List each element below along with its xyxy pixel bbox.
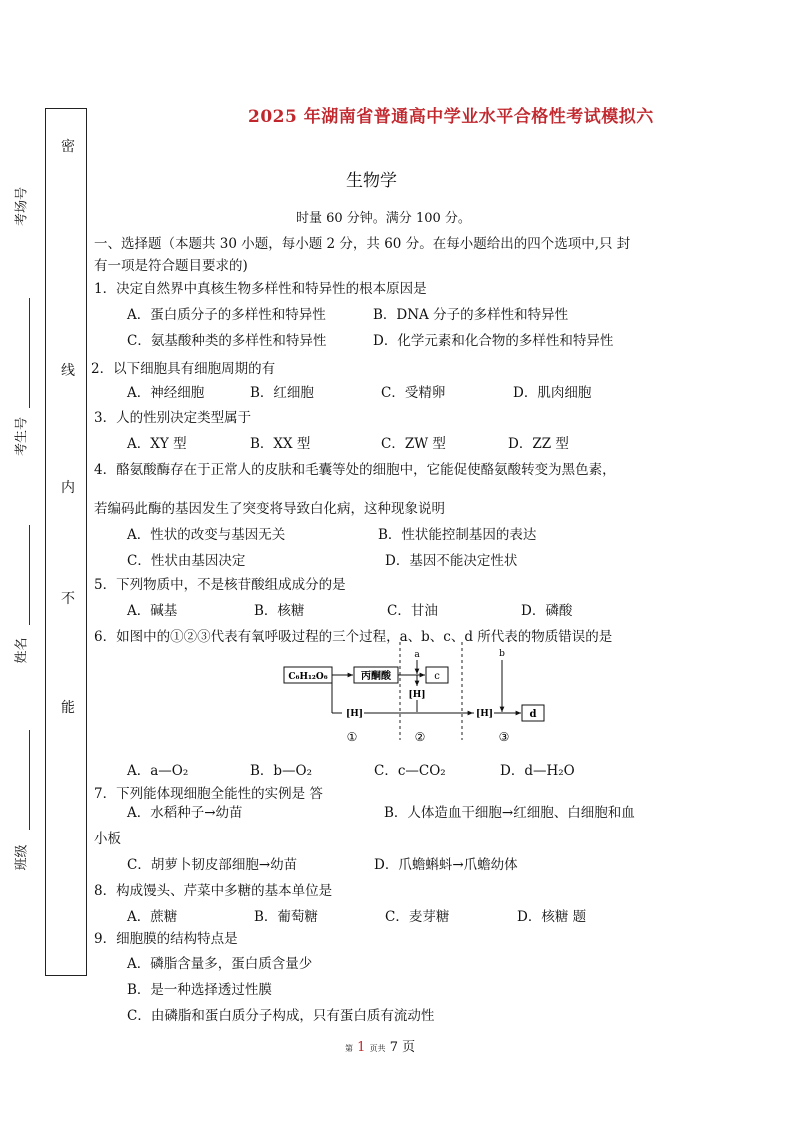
q8-option-c: C．麦芽糖 [385,909,450,925]
footer-suffix: 页 [402,1040,416,1055]
stage1-label: ① [346,730,358,744]
q2-option-c: C．受精卵 [381,385,446,401]
q6-stem: 6．如图中的①②③代表有氧呼吸过程的三个过程，a、b、c、d 所代表的物质错误的是 [94,629,613,645]
q3-option-c: C．ZW 型 [381,436,446,452]
seal-char-neng: 能 [61,700,75,716]
d-label: d [529,709,537,720]
q4-stem-line1: 4．酪氨酸酶存在于正常人的皮肤和毛囊等处的细胞中，它能促使酪氨酸转变为黑色素， [94,462,616,478]
time-limit: 时量 60 分钟。满分 100 分。 [296,211,471,226]
q6-option-a: A．a—O₂ [127,763,189,779]
section-heading-line1: 一、选择题（本题共 30 小题，每小题 2 分，共 60 分。在每小题给出的四个选项中,只 封 [94,236,631,252]
q2-option-d: D．肌肉细胞 [513,385,592,401]
footer-mid: 页共 [369,1044,386,1053]
q8-stem: 8．构成馒头、芹菜中多糖的基本单位是 [94,883,333,899]
q9-option-a: A．磷脂含量多，蛋白质含量少 [127,956,313,972]
q5-option-a: A．碱基 [127,603,178,619]
q9-stem: 9．细胞膜的结构特点是 [94,931,238,947]
q1-option-d: D．化学元素和化合物的多样性和特异性 [373,333,614,349]
q8-option-a: A．蔗糖 [127,909,178,925]
seal-box [45,108,87,976]
q4-option-a: A．性状的改变与基因无关 [127,527,286,543]
exam-title: 2025 年湖南省普通高中学业水平合格性考试模拟六 [248,107,654,127]
q6-option-b: B．b—O₂ [250,763,313,779]
student-id-label: 考生号 [14,417,30,457]
name-label: 姓名 [14,637,30,664]
q4-stem-line2: 若编码此酶的基因发生了突变将导致白化病，这种现象说明 [94,501,445,517]
q3-option-a: A．XY 型 [127,436,187,452]
student-id-line [29,525,30,625]
subject-title: 生物学 [346,171,397,191]
h2-label: [H] [408,690,426,700]
b-label: b [499,649,505,659]
q7-stem: 7．下列能体现细胞全能性的实例是 答 [94,786,323,802]
q7-option-d: D．爪蟾蝌蚪→爪蟾幼体 [374,857,518,873]
q2-option-b: B．红细胞 [250,385,314,401]
q1-option-c: C．氨基酸种类的多样性和特异性 [127,333,327,349]
q7-option-c: C．胡萝卜韧皮部细胞→幼苗 [127,857,298,873]
seal-char-xian: 线 [61,363,75,379]
q9-option-b: B．是一种选择透过性膜 [127,982,272,998]
q8-option-d: D．核糖 题 [517,909,587,925]
pyruvate-label: 丙酮酸 [361,671,391,682]
h3-label: [H] [476,709,494,719]
footer-prefix: 第 [345,1044,353,1053]
q4-option-d: D．基因不能决定性状 [385,553,518,569]
q5-option-b: B．核糖 [254,603,305,619]
q2-stem: 2．以下细胞具有细胞周期的有 [91,361,276,377]
q3-option-d: D．ZZ 型 [508,436,569,452]
page-footer [345,1036,415,1055]
footer-page-number: 1 [357,1040,366,1055]
q1-stem: 1．决定自然界中真核生物多样性和特异性的根本原因是 [94,281,427,297]
q4-option-c: C．性状由基因决定 [127,553,246,569]
seal-char-bu: 不 [61,591,75,607]
class-label: 班级 [14,844,30,871]
q6-option-c: C．c—CO₂ [374,763,446,779]
q3-stem: 3．人的性别决定类型属于 [94,410,252,426]
q2-option-a: A．神经细胞 [127,385,205,401]
seal-char-mi: 密 [61,139,75,155]
footer-total-pages: 7 [389,1040,398,1055]
exam-room-line [29,298,30,408]
q7-option-b: B．人体造血干细胞→红细胞、白细胞和血 [384,805,635,821]
section-heading-line2: 有一项是符合题目要求的) [94,258,248,274]
q5-stem: 5．下列物质中，不是核苷酸组成成分的是 [94,577,346,593]
q7-option-a: A．水稻种子→幼苗 [127,805,243,821]
glucose-label: C₆H₁₂O₆ [288,672,328,682]
q1-option-a: A．蛋白质分子的多样性和特异性 [127,307,326,323]
a-label: a [414,650,420,660]
stage3-label: ③ [498,730,510,744]
q6-option-d: D．d—H₂O [500,763,575,779]
name-line [29,730,30,830]
q5-option-d: D．磷酸 [521,603,573,619]
exam-room-label: 考场号 [14,187,30,227]
q3-option-b: B．XX 型 [250,436,311,452]
c-label: c [434,671,440,682]
q4-option-b: B．性状能控制基因的表达 [378,527,537,543]
q7-option-b-continued: 小板 [94,831,121,847]
q8-option-b: B．葡萄糖 [254,909,318,925]
q5-option-c: C．甘油 [387,603,438,619]
h1-label: [H] [346,709,364,719]
seal-char-nei: 内 [61,480,75,496]
stage2-label: ② [414,730,426,744]
q9-option-c: C．由磷脂和蛋白质分子构成，只有蛋白质有流动性 [127,1008,435,1024]
respiration-diagram [276,642,556,748]
q1-option-b: B．DNA 分子的多样性和特异性 [373,307,569,323]
